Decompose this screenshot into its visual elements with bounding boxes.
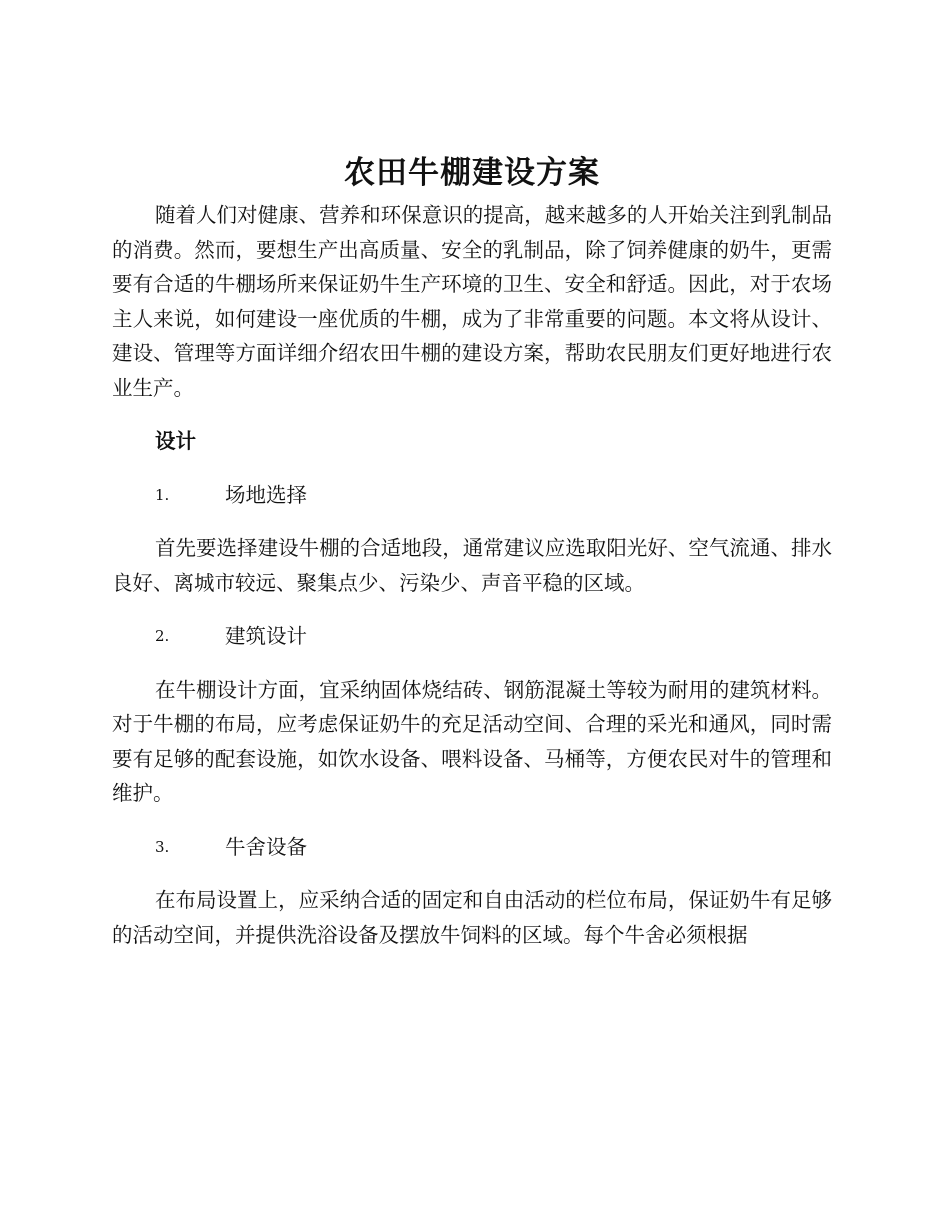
- list-number: 1.: [155, 485, 170, 504]
- list-heading-text: 建筑设计: [225, 624, 307, 648]
- document-page: [112, 148, 832, 952]
- list-item-heading: [155, 619, 832, 654]
- item-paragraph: 在布局设置上，应采纳合适的固定和自由活动的栏位布局，保证奶牛有足够的活动空间，并提供洗浴设备及摆放牛饲料的区域。每个牛舍必须根据: [112, 888, 832, 947]
- list-heading-text: 牛舍设备: [225, 834, 307, 859]
- item-paragraph: 首先要选择建设牛棚的合适地段，通常建议应选取阳光好、空气流通、排水良好、离城市较远、聚集点少、污染少、声音平稳的区域。: [112, 536, 832, 595]
- list-item-heading: [155, 478, 832, 513]
- intro-paragraph: 随着人们对健康、营养和环保意识的提高，越来越多的人开始关注到乳制品的消费。然而，要想生产出高质量、安全的乳制品，除了饲养健康的奶牛，更需要有合适的牛棚场所来保证奶牛生产环境的卫生、安全和舒适。因此，对于农场主人来说，如何建设一座优质的牛棚，成为了非常重要的问题。本文将从设计、建设、管理等方面详细介绍农田牛棚的建设方案，帮助农民朋友们更好地进行农业生产。: [112, 203, 832, 400]
- list-item-heading: [155, 830, 832, 865]
- list-number: 2.: [155, 627, 170, 645]
- document-title: 农田牛棚建设方案: [344, 155, 600, 191]
- section-heading-design: 设计: [155, 429, 196, 453]
- list-heading-text: 场地选择: [225, 482, 307, 507]
- list-number: 3.: [155, 837, 170, 856]
- item-paragraph: 在牛棚设计方面，宜采纳固体烧结砖、钢筋混凝土等较为耐用的建筑材料。对于牛棚的布局，应考虑保证奶牛的充足活动空间、合理的采光和通风，同时需要有足够的配套设施，如饮水设备、喂料设备、马桶等，方便农民对牛的管理和维护。: [112, 677, 832, 805]
